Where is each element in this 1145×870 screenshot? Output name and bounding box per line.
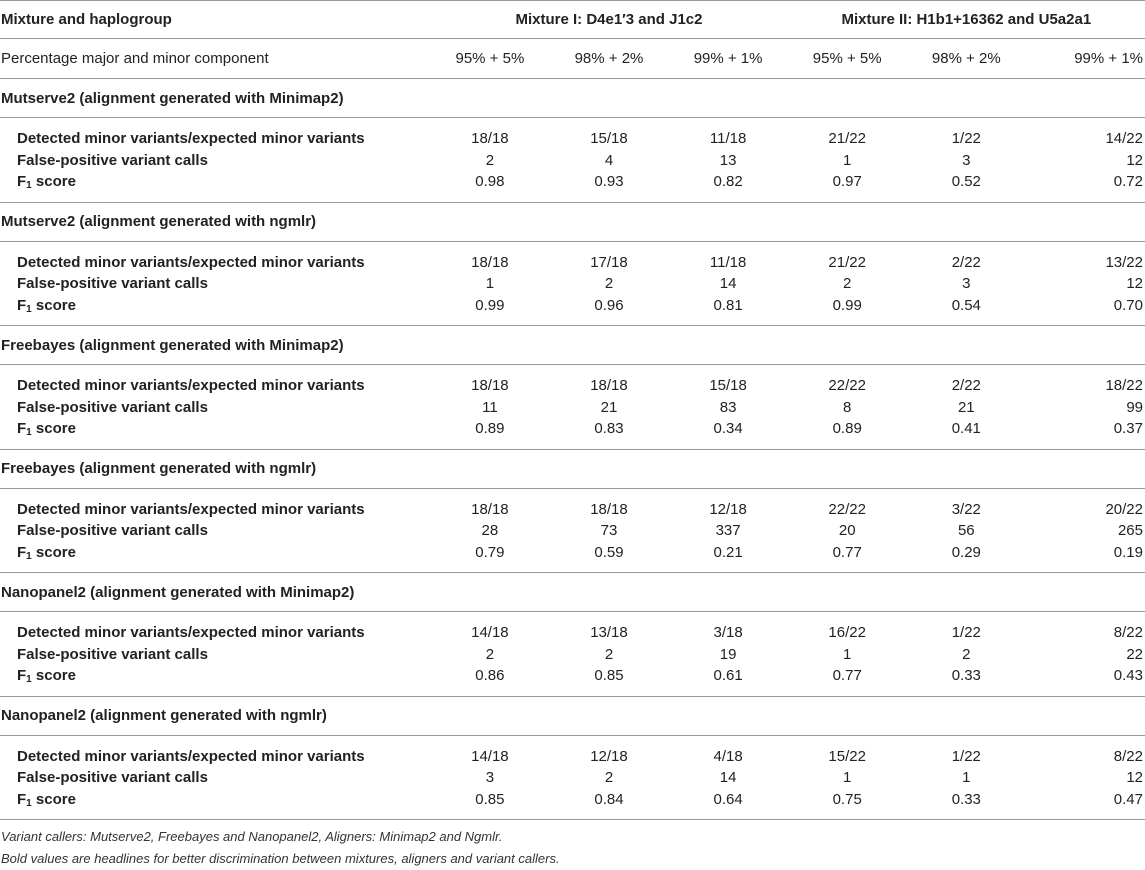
false-positive-value: 19 (719, 645, 737, 663)
false-positive-value: 12 (1126, 769, 1143, 786)
detected-value: 18/18 (590, 500, 628, 518)
detected-value: 3/22 (951, 500, 981, 518)
section-data-row (0, 488, 1145, 573)
f1-score-label (17, 665, 430, 687)
row-labels (0, 488, 430, 573)
detected-value: 21/22 (828, 253, 866, 271)
detected-label: Detected minor variants/expected minor variants (17, 253, 365, 271)
value-cell (549, 735, 668, 820)
f1-score-value: 0.77 (832, 543, 862, 561)
section-header-row (0, 326, 1145, 365)
f1-score-value: 0.99 (475, 296, 505, 314)
value-cell (788, 241, 907, 326)
false-positive-value: 22 (1126, 645, 1143, 663)
section-title: Freebayes (alignment generated with Minimap2) (0, 326, 1145, 365)
value-cell (430, 735, 549, 820)
f1-score-value: 0.33 (951, 790, 981, 808)
section-data-row (0, 735, 1145, 820)
false-positive-value: 265 (1117, 522, 1143, 539)
value-cell (907, 735, 1026, 820)
f1-score-value: 0.34 (713, 420, 743, 437)
footnote: Bold values are headlines for better discrimination between mixtures, aligners and variant callers. (1, 851, 560, 866)
f1-suffix: score (31, 296, 76, 314)
false-positive-value: 2 (962, 645, 971, 663)
header-col0: Mixture and haplogroup (0, 1, 430, 39)
detected-value: 11/18 (709, 130, 747, 147)
percentage-value: 98% + 2% (549, 39, 668, 79)
false-positive-value: 12 (1126, 151, 1143, 169)
f1-score-value: 0.47 (1113, 790, 1143, 808)
f1-score-value: 0.64 (713, 790, 743, 808)
false-positive-value: 83 (719, 398, 737, 416)
false-positive-label: False-positive variant calls (17, 769, 208, 786)
detected-value: 18/18 (471, 253, 509, 271)
header-mixture-2: Mixture II: H1b1+16362 and U5a2a1 (788, 1, 1145, 39)
false-positive-value: 1 (843, 151, 852, 169)
detected-value: 21/22 (828, 130, 866, 147)
detected-label: Detected minor variants/expected minor variants (17, 624, 365, 641)
detected-label: Detected minor variants/expected minor variants (17, 500, 365, 518)
percentage-row (0, 39, 1145, 79)
footnote: Variant callers: Mutserve2, Freebayes and Nanopanel2, Aligners: Minimap2 and Ngmlr. (1, 829, 503, 844)
detected-value: 18/18 (471, 130, 509, 147)
f1-score-label (17, 789, 430, 811)
value-cell (669, 241, 788, 326)
f1-prefix: F (17, 296, 27, 314)
detected-value: 14/22 (1105, 130, 1143, 147)
false-positive-value: 21 (600, 398, 618, 416)
f1-score-value: 0.75 (832, 790, 862, 808)
percentage-value: 99% + 1% (669, 39, 788, 79)
f1-score-value: 0.52 (951, 173, 981, 190)
detected-value: 22/22 (828, 500, 866, 518)
value-cell (430, 488, 549, 573)
f1-subscript: 1 (26, 303, 32, 315)
detected-value: 15/18 (590, 130, 628, 147)
f1-score-value: 0.77 (832, 667, 862, 684)
percentage-value: 95% + 5% (788, 39, 907, 79)
detected-value: 18/18 (471, 500, 509, 518)
detected-value: 1/22 (951, 130, 981, 147)
value-cell (669, 365, 788, 450)
f1-suffix: score (31, 790, 76, 808)
f1-score-label (17, 542, 430, 564)
value-cell (1026, 735, 1145, 820)
section-data-row (0, 612, 1145, 697)
value-cell (430, 612, 549, 697)
section-title: Mutserve2 (alignment generated with ngmlr) (0, 202, 1145, 241)
f1-prefix: F (17, 667, 27, 684)
f1-score-value: 0.96 (594, 296, 624, 314)
row-labels (0, 612, 430, 697)
detected-value: 1/22 (951, 747, 981, 765)
section-title: Mutserve2 (alignment generated with Minimap2) (0, 79, 1145, 118)
f1-score-label (17, 295, 430, 317)
value-cell (907, 612, 1026, 697)
detected-value: 11/18 (709, 253, 747, 271)
false-positive-value: 1 (962, 769, 971, 786)
value-cell (430, 118, 549, 203)
f1-prefix: F (17, 420, 27, 437)
detected-value: 4/18 (713, 747, 743, 765)
value-cell (1026, 612, 1145, 697)
false-positive-value: 11 (482, 398, 498, 416)
value-cell (430, 365, 549, 450)
row-labels (0, 735, 430, 820)
section-header-row (0, 573, 1145, 612)
value-cell (1026, 365, 1145, 450)
f1-score-value: 0.83 (594, 420, 624, 437)
detected-value: 14/18 (471, 747, 509, 765)
f1-score-value: 0.85 (475, 790, 505, 808)
f1-score-value: 0.61 (713, 667, 743, 684)
value-cell (1026, 118, 1145, 203)
false-positive-value: 28 (481, 522, 499, 539)
row-labels (0, 241, 430, 326)
false-positive-value: 21 (957, 398, 975, 416)
f1-suffix: score (31, 543, 76, 561)
value-cell (907, 365, 1026, 450)
false-positive-value: 337 (715, 522, 741, 539)
false-positive-label: False-positive variant calls (17, 151, 208, 169)
detected-value: 2/22 (951, 253, 981, 271)
f1-score-value: 0.81 (713, 296, 743, 314)
false-positive-value: 20 (838, 522, 856, 539)
section-header-row (0, 696, 1145, 735)
detected-value: 22/22 (828, 377, 866, 394)
f1-subscript: 1 (26, 427, 32, 438)
detected-value: 8/22 (1113, 747, 1143, 765)
value-cell (907, 118, 1026, 203)
detected-value: 20/22 (1105, 500, 1143, 518)
detected-value: 13/22 (1105, 253, 1143, 271)
section-title: Nanopanel2 (alignment generated with ngmlr) (0, 696, 1145, 735)
section-header-row (0, 202, 1145, 241)
f1-score-value: 0.19 (1113, 543, 1143, 561)
value-cell (669, 735, 788, 820)
false-positive-value: 2 (604, 769, 614, 786)
value-cell (669, 612, 788, 697)
percentage-label: Percentage major and minor component (0, 39, 430, 79)
value-cell (549, 612, 668, 697)
detected-value: 17/18 (590, 253, 628, 271)
detected-value: 1/22 (951, 624, 981, 641)
percentage-value: 99% + 1% (1026, 39, 1145, 79)
f1-score-label (17, 171, 430, 193)
header-row (0, 1, 1145, 39)
detected-value: 16/22 (828, 624, 866, 641)
f1-prefix: F (17, 543, 27, 561)
value-cell (788, 735, 907, 820)
f1-score-value: 0.97 (832, 173, 862, 190)
f1-subscript: 1 (26, 550, 32, 562)
detected-value: 12/18 (590, 747, 628, 765)
detected-value: 13/18 (590, 624, 628, 641)
detected-label: Detected minor variants/expected minor variants (17, 130, 365, 147)
f1-score-value: 0.72 (1113, 173, 1143, 190)
f1-score-value: 0.43 (1113, 667, 1143, 684)
f1-score-value: 0.82 (713, 173, 743, 190)
f1-subscript: 1 (26, 797, 32, 809)
detected-value: 18/18 (590, 377, 628, 394)
detected-value: 18/18 (471, 377, 509, 394)
section-title: Nanopanel2 (alignment generated with Minimap2) (0, 573, 1145, 612)
value-cell (788, 488, 907, 573)
false-positive-value: 1 (485, 275, 495, 292)
section-data-row (0, 241, 1145, 326)
detected-label: Detected minor variants/expected minor variants (17, 747, 365, 765)
false-positive-value: 3 (962, 151, 971, 169)
value-cell (788, 612, 907, 697)
f1-prefix: F (17, 790, 27, 808)
false-positive-value: 4 (604, 151, 614, 169)
value-cell (1026, 241, 1145, 326)
false-positive-value: 8 (843, 398, 852, 416)
f1-suffix: score (31, 420, 76, 437)
f1-subscript: 1 (26, 180, 32, 191)
detected-value: 2/22 (951, 377, 981, 394)
f1-suffix: score (31, 173, 76, 190)
f1-score-label (17, 418, 430, 440)
f1-prefix: F (17, 173, 27, 190)
value-cell (549, 241, 668, 326)
f1-score-value: 0.33 (951, 667, 981, 684)
section-header-row (0, 449, 1145, 488)
value-cell (549, 488, 668, 573)
f1-score-value: 0.70 (1113, 296, 1143, 314)
false-positive-value: 2 (485, 151, 495, 169)
f1-suffix: score (31, 667, 76, 684)
false-positive-value: 2 (604, 275, 614, 292)
f1-score-value: 0.93 (594, 173, 624, 190)
footnotes (0, 826, 1145, 870)
f1-score-value: 0.79 (475, 543, 505, 561)
false-positive-value: 2 (604, 645, 614, 663)
detected-value: 3/18 (713, 624, 743, 641)
f1-score-value: 0.59 (594, 543, 624, 561)
value-cell (669, 488, 788, 573)
f1-subscript: 1 (26, 674, 32, 685)
f1-score-value: 0.86 (475, 667, 505, 684)
value-cell (549, 118, 668, 203)
f1-score-value: 0.89 (475, 420, 505, 437)
f1-score-value: 0.89 (832, 420, 862, 437)
false-positive-value: 3 (962, 275, 971, 292)
table-body (0, 79, 1145, 820)
value-cell (907, 488, 1026, 573)
f1-score-value: 0.41 (951, 420, 981, 437)
false-positive-value: 14 (719, 769, 737, 786)
false-positive-label: False-positive variant calls (17, 398, 208, 416)
false-positive-label: False-positive variant calls (17, 645, 208, 663)
f1-score-value: 0.99 (832, 296, 862, 314)
value-cell (788, 365, 907, 450)
detected-value: 15/22 (828, 747, 866, 765)
f1-score-value: 0.29 (951, 543, 981, 561)
section-data-row (0, 365, 1145, 450)
false-positive-value: 2 (485, 645, 495, 663)
f1-score-value: 0.21 (713, 543, 743, 561)
section-header-row (0, 79, 1145, 118)
detected-value: 14/18 (471, 624, 509, 641)
false-positive-value: 1 (843, 645, 852, 663)
false-positive-value: 99 (1126, 398, 1143, 416)
value-cell (430, 241, 549, 326)
false-positive-value: 1 (843, 769, 852, 786)
section-title: Freebayes (alignment generated with ngmlr) (0, 449, 1145, 488)
value-cell (669, 118, 788, 203)
value-cell (549, 365, 668, 450)
f1-score-value: 0.98 (475, 173, 505, 190)
detected-value: 8/22 (1113, 624, 1143, 641)
value-cell (788, 118, 907, 203)
false-positive-value: 56 (957, 522, 975, 539)
f1-score-value: 0.37 (1113, 420, 1143, 437)
value-cell (1026, 488, 1145, 573)
false-positive-value: 12 (1126, 275, 1143, 292)
row-labels (0, 365, 430, 450)
section-data-row (0, 118, 1145, 203)
false-positive-value: 14 (719, 275, 737, 292)
false-positive-value: 3 (485, 769, 495, 786)
header-mixture-1: Mixture I: D4e1′3 and J1c2 (430, 1, 787, 39)
f1-score-value: 0.85 (594, 667, 624, 684)
false-positive-value: 2 (843, 275, 852, 292)
detected-value: 15/18 (709, 377, 747, 394)
value-cell (907, 241, 1026, 326)
f1-score-value: 0.54 (951, 296, 981, 314)
percentage-value: 95% + 5% (430, 39, 549, 79)
detected-value: 18/22 (1105, 377, 1143, 394)
detected-label: Detected minor variants/expected minor variants (17, 377, 365, 394)
false-positive-value: 73 (600, 522, 618, 539)
f1-score-value: 0.84 (594, 790, 624, 808)
percentage-value: 98% + 2% (907, 39, 1026, 79)
false-positive-label: False-positive variant calls (17, 275, 208, 292)
false-positive-value: 13 (719, 151, 737, 169)
detected-value: 12/18 (709, 500, 747, 518)
row-labels (0, 118, 430, 203)
false-positive-label: False-positive variant calls (17, 522, 208, 539)
